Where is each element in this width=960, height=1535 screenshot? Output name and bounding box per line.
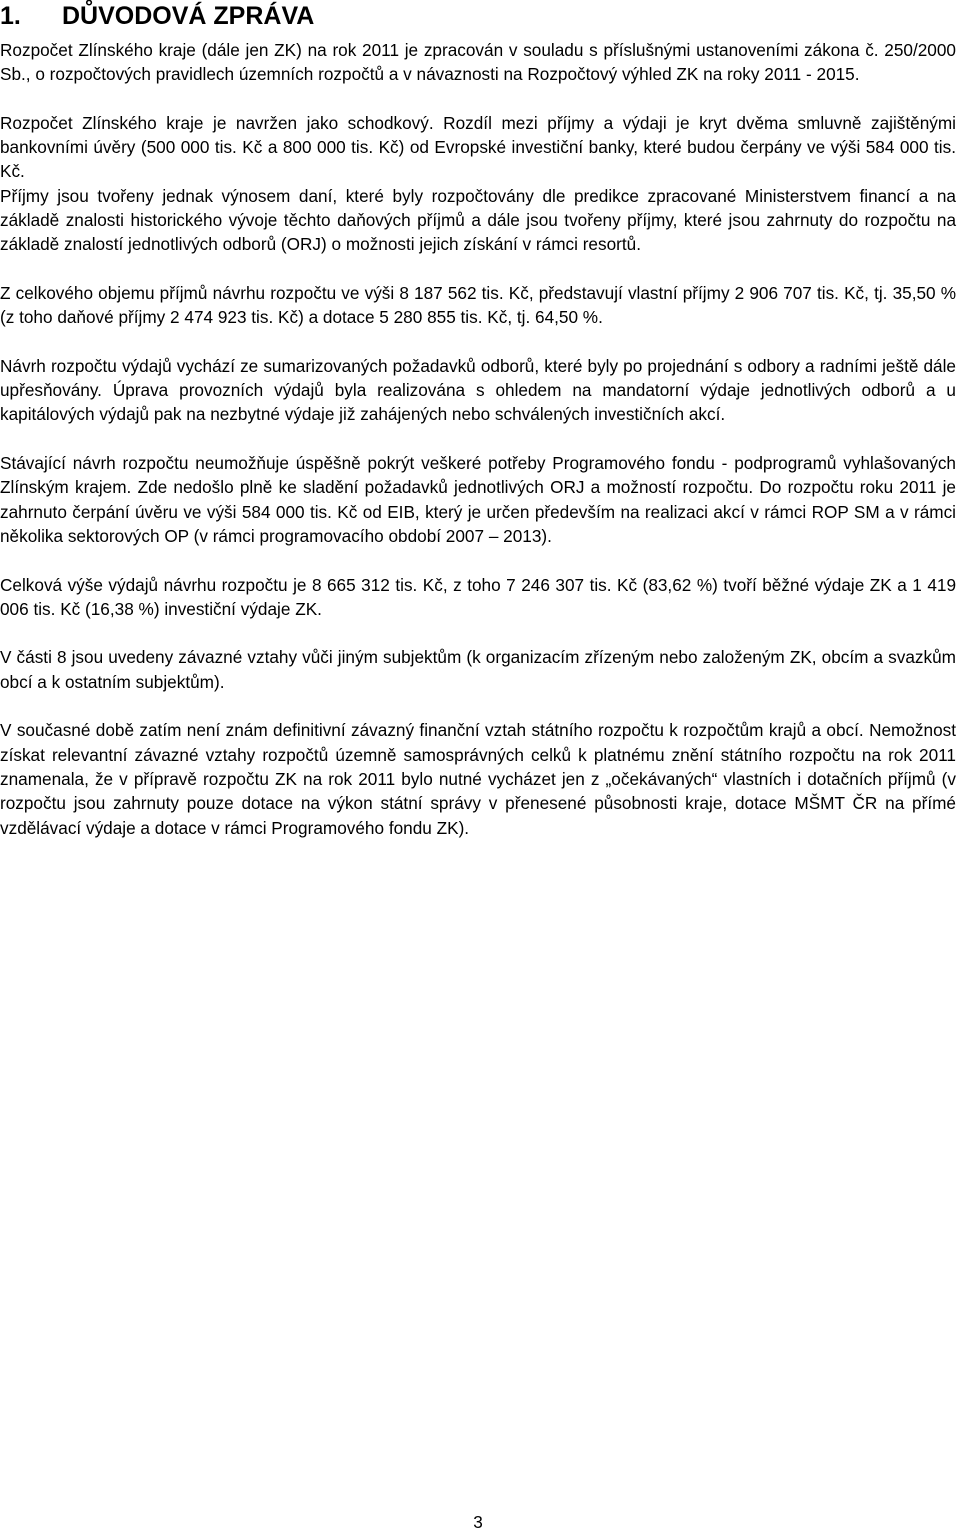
paragraph-binding-relations: V části 8 jsou uvedeny závazné vztahy vůči jiným subjektům (k organizacím zřízeným nebo založeným ZK, obcím a svazkům obcí a k ostatním subjektům). (0, 647, 956, 692)
document-body (0, 38, 956, 864)
paragraph-legal-basis: Rozpočet Zlínského kraje (dále jen ZK) na rok 2011 je zpracován v souladu s příslušnými ustanoveními zákona č. 250/2000 Sb., o rozpočtových pravidlech územních rozpočtů a v návaznosti na Rozpočtový výhled ZK na roky 2011 - 2015. (0, 40, 956, 85)
paragraph-revenue-sources: Příjmy jsou tvořeny jednak výnosem daní, které byly rozpočtovány dle predikce zpracované Ministerstvem financí a na základě znalosti historického vývoje těchto daňových příjmů a dále jsou tvořeny příjmy, které jsou zahrnuty do rozpočtu na základě znalostí jednotlivých odborů (ORJ) o možnosti jejich získání v rámci resortů. (0, 185, 956, 255)
paragraph-state-budget: V současné době zatím není znám definitivní závazný finanční vztah státního rozpočtu k rozpočtům krajů a obcí. Nemožnost získat relevantní závazné vztahy rozpočtů územně samosprávných celků k platnému znění státního rozpočtu na rok 2011 znamenala, že v přípravě rozpočtu ZK na rok 2011 bylo nutné vycházet jen z „očekávaných“ vlastních i dotačních příjmů (v rozpočtu jsou zahrnuty pouze dotace na výkon státní správy v přenesené působnosti kraje, dotace MŠMT ČR na přímé vzdělávací výdaje a dotace v rámci Programového fondu ZK). (0, 720, 956, 838)
paragraph-deficit: Rozpočet Zlínského kraje je navržen jako schodkový. Rozdíl mezi příjmy a výdaji je kryt dvěma smluvně zajištěnými bankovními úvěry (500 000 tis. Kč a 800 000 tis. Kč) od Evropské investiční banky, které budou čerpány ve výši 584 000 tis. Kč. (0, 112, 956, 182)
page-number: 3 (473, 1512, 483, 1532)
section-number: 1. (0, 2, 21, 30)
paragraph-program-fund: Stávající návrh rozpočtu neumožňuje úspěšně pokrýt veškeré potřeby Programového fondu - podprogramů vyhlašovaných Zlínským krajem. Zde nedošlo plně ke sladění požadavků jednotlivých ORJ a možností rozpočtu. Do rozpočtu roku 2011 je zahrnuto čerpání úvěru ve výši 584 000 tis. Kč od EIB, který je určen především na realizaci akcí v rámci ROP SM a v rámci několika sektorových OP (v rámci programovacího období 2007 – 2013). (0, 453, 956, 546)
paragraph-expenditure-totals: Celková výše výdajů návrhu rozpočtu je 8 665 312 tis. Kč, z toho 7 246 307 tis. Kč (83,62 %) tvoří běžné výdaje ZK a 1 419 006 tis. Kč (16,38 %) investiční výdaje ZK. (0, 574, 956, 619)
paragraph-revenue-totals: Z celkového objemu příjmů návrhu rozpočtu ve výši 8 187 562 tis. Kč, představují vlastní příjmy 2 906 707 tis. Kč, tj. 35,50 % (z toho daňové příjmy 2 474 923 tis. Kč) a dotace 5 280 855 tis. Kč, tj. 64,50 %. (0, 282, 956, 328)
paragraph-expenditure-proposal: Návrh rozpočtu výdajů vychází ze sumarizovaných požadavků odborů, které byly po projednání s odbory a radními ještě dále upřesňovány. Úprava provozních výdajů byla realizována s ohledem na mandatorní výdaje jednotlivých odborů a u kapitálových výdajů pak na nezbytné výdaje již zahájených nebo schválených investičních akcí. (0, 355, 956, 425)
section-heading (0, 1, 314, 31)
section-title: DŮVODOVÁ ZPRÁVA (62, 2, 315, 30)
